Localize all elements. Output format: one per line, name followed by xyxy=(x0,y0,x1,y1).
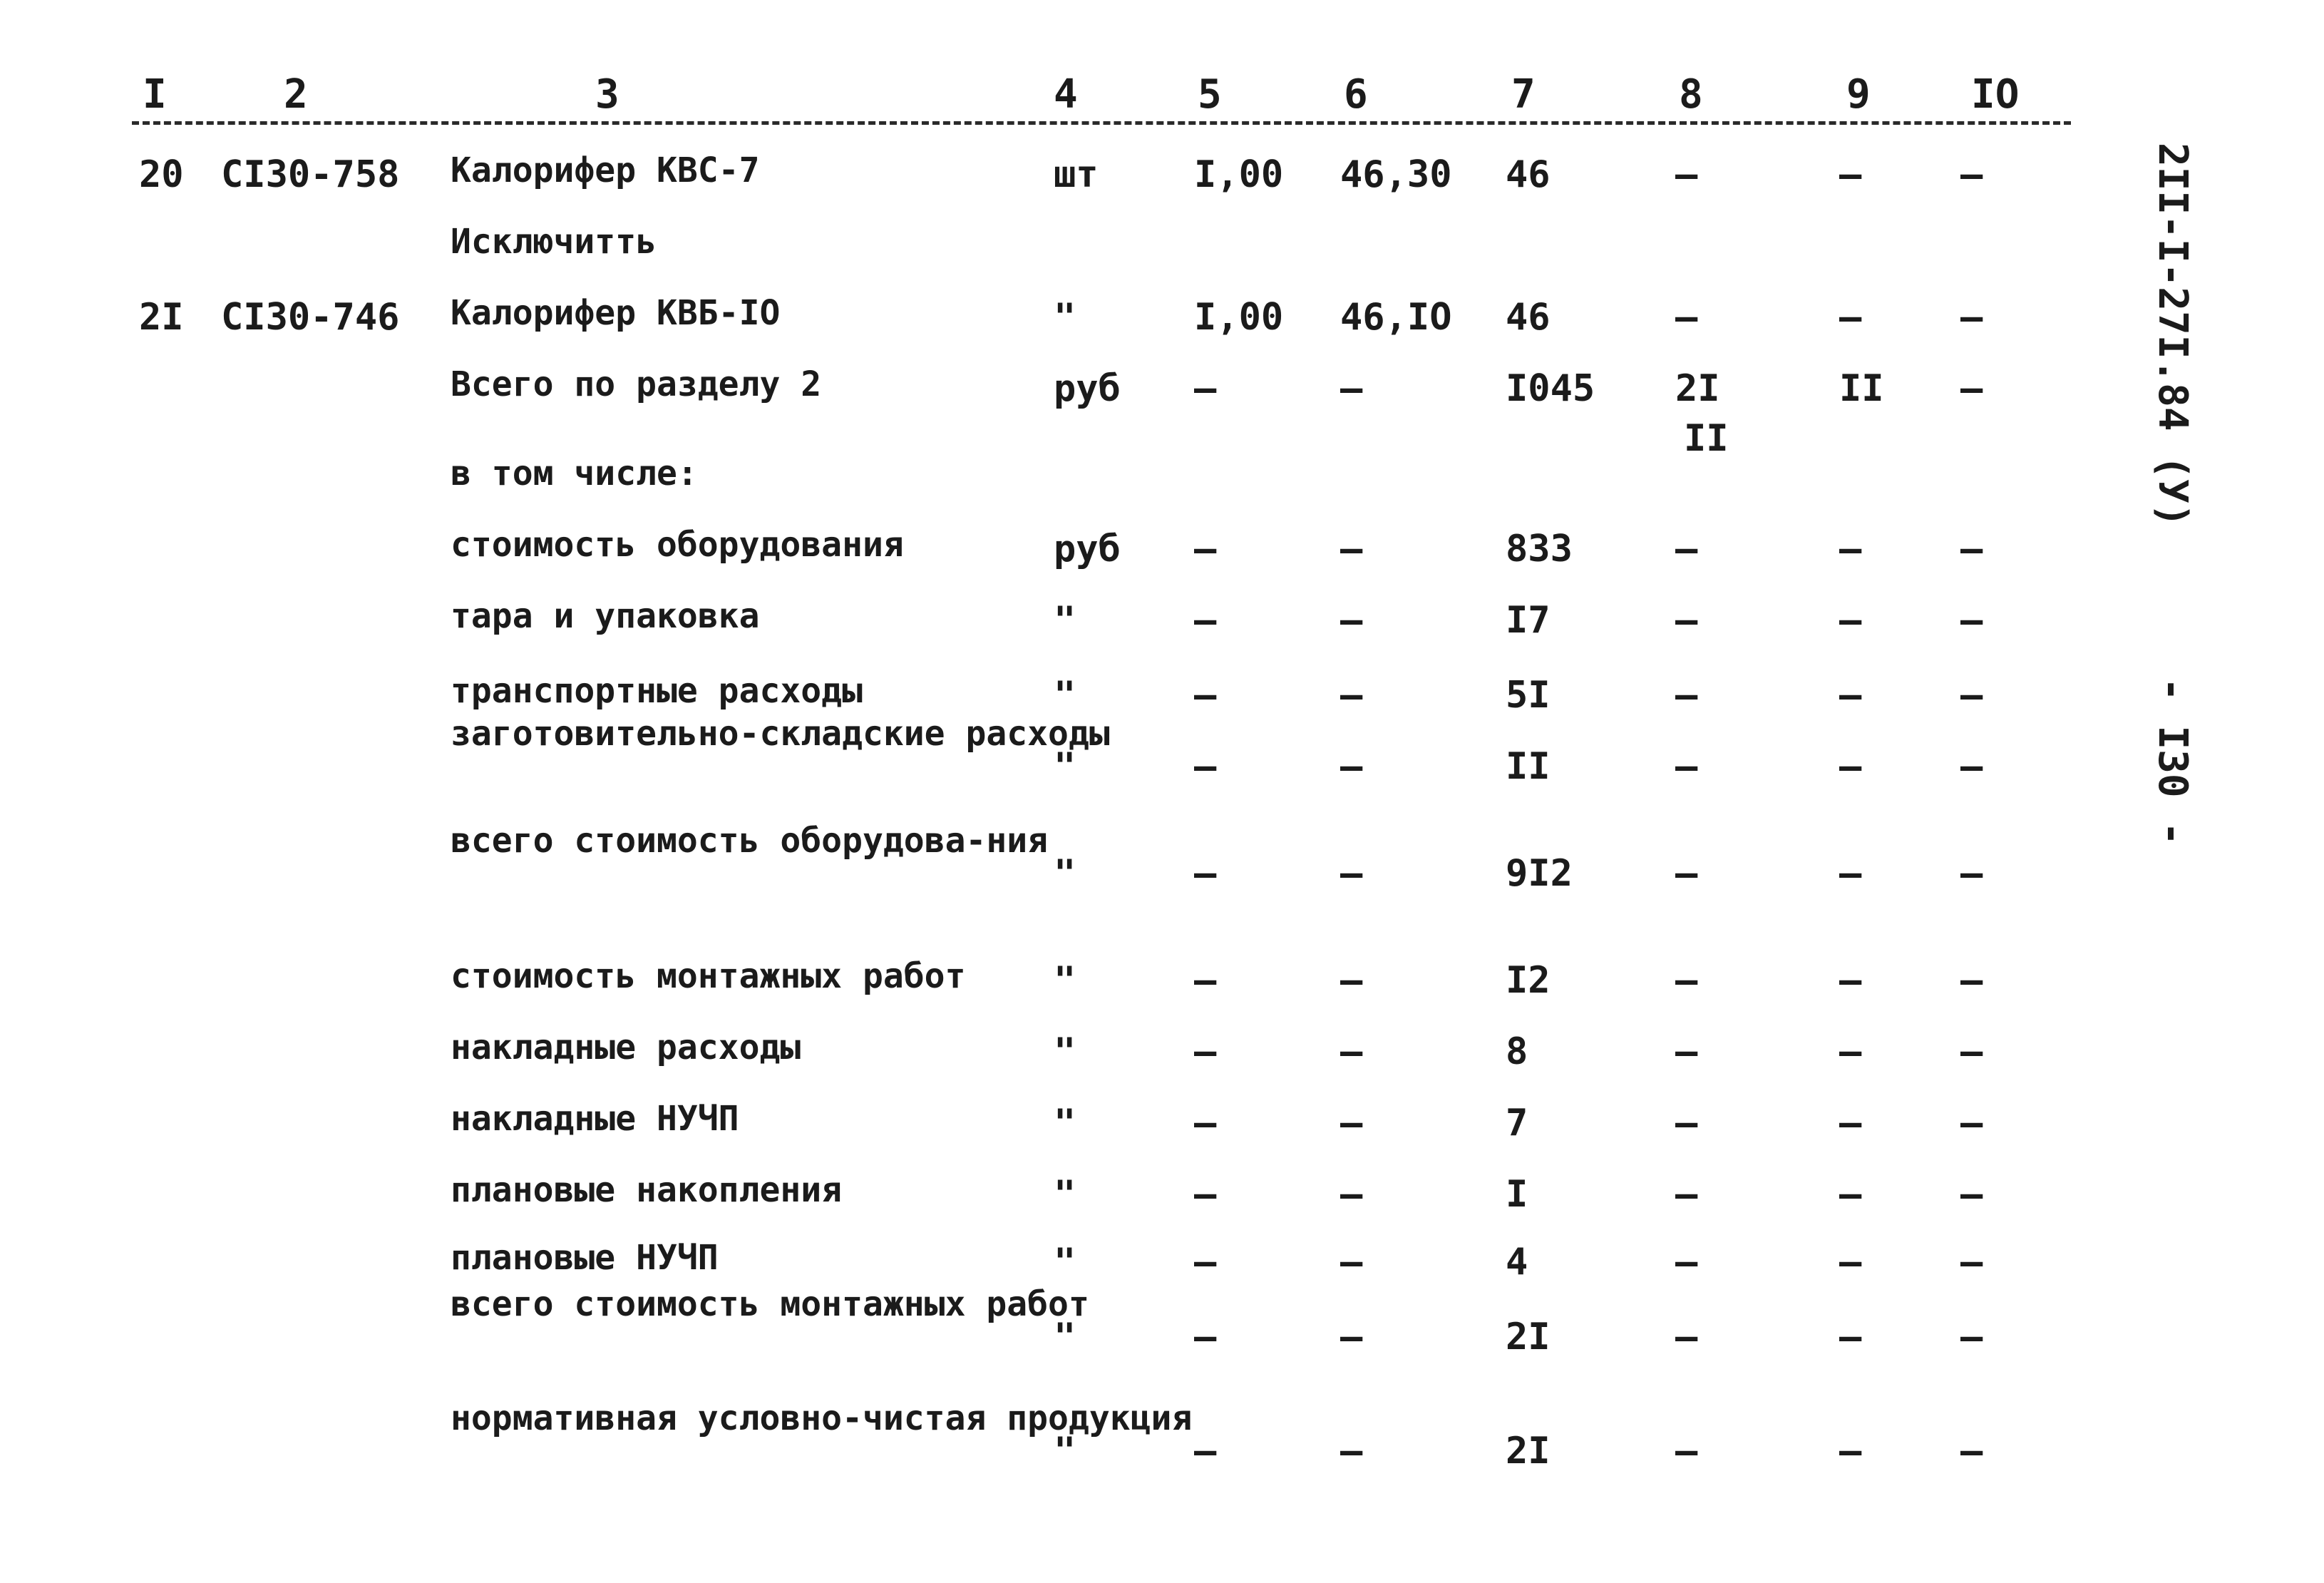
row-quantity: I,00 xyxy=(1194,153,1284,196)
row-col8: – xyxy=(1675,1173,1698,1216)
row-price: – xyxy=(1340,367,1363,410)
row-col9: – xyxy=(1839,153,1862,196)
row-col8: – xyxy=(1675,1030,1698,1073)
row-col9: – xyxy=(1839,599,1862,642)
row-unit: " xyxy=(1054,599,1076,642)
row-col8: – xyxy=(1675,959,1698,1002)
row-quantity: – xyxy=(1194,1430,1217,1472)
row-col9: – xyxy=(1839,1173,1862,1216)
row-col8: – xyxy=(1675,745,1698,788)
row-quantity: – xyxy=(1194,528,1217,570)
section-total-col8-second: II xyxy=(1684,417,1729,460)
row-unit: руб xyxy=(1054,528,1121,570)
row-col10: – xyxy=(1960,153,1983,196)
row-quantity: – xyxy=(1194,745,1217,788)
row-price: – xyxy=(1340,1173,1363,1216)
row-unit: " xyxy=(1054,1173,1076,1216)
row-price: – xyxy=(1340,674,1363,717)
row-quantity: – xyxy=(1194,1241,1217,1284)
col-header-1: I xyxy=(143,71,167,118)
row-unit: " xyxy=(1054,959,1076,1002)
row-quantity: – xyxy=(1194,1173,1217,1216)
row-name: накладные НУЧП xyxy=(451,1099,739,1139)
row-price: – xyxy=(1340,599,1363,642)
row-col10: – xyxy=(1960,959,1983,1002)
row-price: – xyxy=(1340,1102,1363,1144)
row-name: тара и упаковка xyxy=(451,596,760,636)
row-quantity: – xyxy=(1194,852,1217,895)
row-unit: " xyxy=(1054,1102,1076,1144)
row-quantity: – xyxy=(1194,599,1217,642)
row-unit: " xyxy=(1054,1316,1076,1358)
row-number: 20 xyxy=(139,153,184,196)
row-col10: – xyxy=(1960,296,1983,339)
row-name: плановые накопления xyxy=(451,1170,843,1210)
row-col10: – xyxy=(1960,745,1983,788)
row-total: 5I xyxy=(1506,674,1551,717)
row-col10: – xyxy=(1960,674,1983,717)
row-col10: – xyxy=(1960,1030,1983,1073)
row-col9: – xyxy=(1839,852,1862,895)
row-unit: " xyxy=(1054,1241,1076,1284)
row-name: Калорифер КВС-7 xyxy=(451,150,760,190)
row-quantity: I,00 xyxy=(1194,296,1284,339)
row-col10: – xyxy=(1960,1430,1983,1472)
row-price: – xyxy=(1340,852,1363,895)
row-number: 2I xyxy=(139,296,184,339)
row-name: Калорифер КВБ-IO xyxy=(451,293,781,333)
row-unit: " xyxy=(1054,852,1076,895)
row-col9: – xyxy=(1839,1430,1862,1472)
row-quantity: – xyxy=(1194,959,1217,1002)
row-price: – xyxy=(1340,528,1363,570)
row-col8: 2I xyxy=(1675,367,1720,410)
row-quantity: – xyxy=(1194,1030,1217,1073)
row-name: всего стоимость оборудова-ния xyxy=(451,821,1049,861)
col-header-5: 5 xyxy=(1198,71,1222,118)
row-col10: – xyxy=(1960,1173,1983,1216)
col-header-8: 8 xyxy=(1679,71,1703,118)
row-quantity: – xyxy=(1194,674,1217,717)
row-quantity: – xyxy=(1194,1316,1217,1358)
row-col9: – xyxy=(1839,1316,1862,1358)
row-price: 46,30 xyxy=(1340,153,1452,196)
row-col9: – xyxy=(1839,528,1862,570)
row-col9: – xyxy=(1839,1241,1862,1284)
row-col10: – xyxy=(1960,528,1983,570)
row-unit: шт xyxy=(1054,153,1099,196)
document-code: 2II-I-27I.84 (У) xyxy=(2149,143,2196,528)
row-total: 7 xyxy=(1506,1102,1528,1144)
row-total: 9I2 xyxy=(1506,852,1573,895)
row-total: 8 xyxy=(1506,1030,1528,1073)
row-code: CI30-746 xyxy=(221,296,400,339)
row-col9: – xyxy=(1839,745,1862,788)
row-col8: – xyxy=(1675,1430,1698,1472)
row-total: 2I xyxy=(1506,1316,1551,1358)
row-total: 833 xyxy=(1506,528,1573,570)
row-code: CI30-758 xyxy=(221,153,400,196)
row-col10: – xyxy=(1960,599,1983,642)
row-unit: " xyxy=(1054,296,1076,339)
col-header-2: 2 xyxy=(284,71,308,118)
col-header-4: 4 xyxy=(1054,71,1078,118)
row-total: 46 xyxy=(1506,296,1551,339)
row-col8: – xyxy=(1675,852,1698,895)
row-price: – xyxy=(1340,1030,1363,1073)
row-quantity: – xyxy=(1194,367,1217,410)
row-name: Всего по разделу 2 xyxy=(451,364,822,404)
row-unit: " xyxy=(1054,1430,1076,1472)
row-col9: – xyxy=(1839,959,1862,1002)
row-total: 4 xyxy=(1506,1241,1528,1284)
col-header-6: 6 xyxy=(1344,71,1368,118)
row-price: – xyxy=(1340,1316,1363,1358)
row-name: нормативная условно-чистая продукция xyxy=(451,1398,1193,1438)
col-header-10: IO xyxy=(1971,71,2020,118)
row-total: I2 xyxy=(1506,959,1551,1002)
row-name: стоимость оборудования xyxy=(451,525,904,565)
row-col9: – xyxy=(1839,1102,1862,1144)
row-name: заготовительно-складские расходы xyxy=(451,714,1110,754)
row-unit: руб xyxy=(1054,367,1121,410)
row-col9: – xyxy=(1839,674,1862,717)
row-total: I045 xyxy=(1506,367,1595,410)
row-quantity: – xyxy=(1194,1102,1217,1144)
row-name: транспортные расходы xyxy=(451,671,863,711)
row-price: – xyxy=(1340,1430,1363,1472)
row-total: 2I xyxy=(1506,1430,1551,1472)
row-price: 46,IO xyxy=(1340,296,1452,339)
row-col8: – xyxy=(1675,1316,1698,1358)
col-header-7: 7 xyxy=(1511,71,1536,118)
row-col8: – xyxy=(1675,528,1698,570)
row-col10: – xyxy=(1960,1316,1983,1358)
row-total: I xyxy=(1506,1173,1528,1216)
col-header-9: 9 xyxy=(1846,71,1871,118)
row-col10: – xyxy=(1960,1102,1983,1144)
row-unit: " xyxy=(1054,745,1076,788)
row-name: стоимость монтажных работ xyxy=(451,956,966,996)
row-col9: – xyxy=(1839,1030,1862,1073)
row-price: – xyxy=(1340,1241,1363,1284)
row-col10: – xyxy=(1960,852,1983,895)
row-col9: II xyxy=(1839,367,1884,410)
row-col8: – xyxy=(1675,1241,1698,1284)
row-name: Исключитть xyxy=(451,222,657,262)
row-col8: – xyxy=(1675,1102,1698,1144)
row-col8: – xyxy=(1675,296,1698,339)
row-col8: – xyxy=(1675,599,1698,642)
col-header-3: 3 xyxy=(595,71,619,118)
row-total: 46 xyxy=(1506,153,1551,196)
row-total: I7 xyxy=(1506,599,1551,642)
row-name: накладные расходы xyxy=(451,1028,801,1067)
row-col9: – xyxy=(1839,296,1862,339)
row-col10: – xyxy=(1960,367,1983,410)
row-price: – xyxy=(1340,745,1363,788)
row-col8: – xyxy=(1675,674,1698,717)
row-unit: " xyxy=(1054,1030,1076,1073)
header-rule xyxy=(132,121,2071,125)
row-price: – xyxy=(1340,959,1363,1002)
page-number: - I30 - xyxy=(2149,677,2196,846)
row-name: в том числе: xyxy=(451,454,698,493)
row-col10: – xyxy=(1960,1241,1983,1284)
row-name: всего стоимость монтажных работ xyxy=(451,1284,1089,1324)
row-name: плановые НУЧП xyxy=(451,1238,719,1278)
row-col8: – xyxy=(1675,153,1698,196)
row-unit: " xyxy=(1054,674,1076,717)
row-total: II xyxy=(1506,745,1551,788)
